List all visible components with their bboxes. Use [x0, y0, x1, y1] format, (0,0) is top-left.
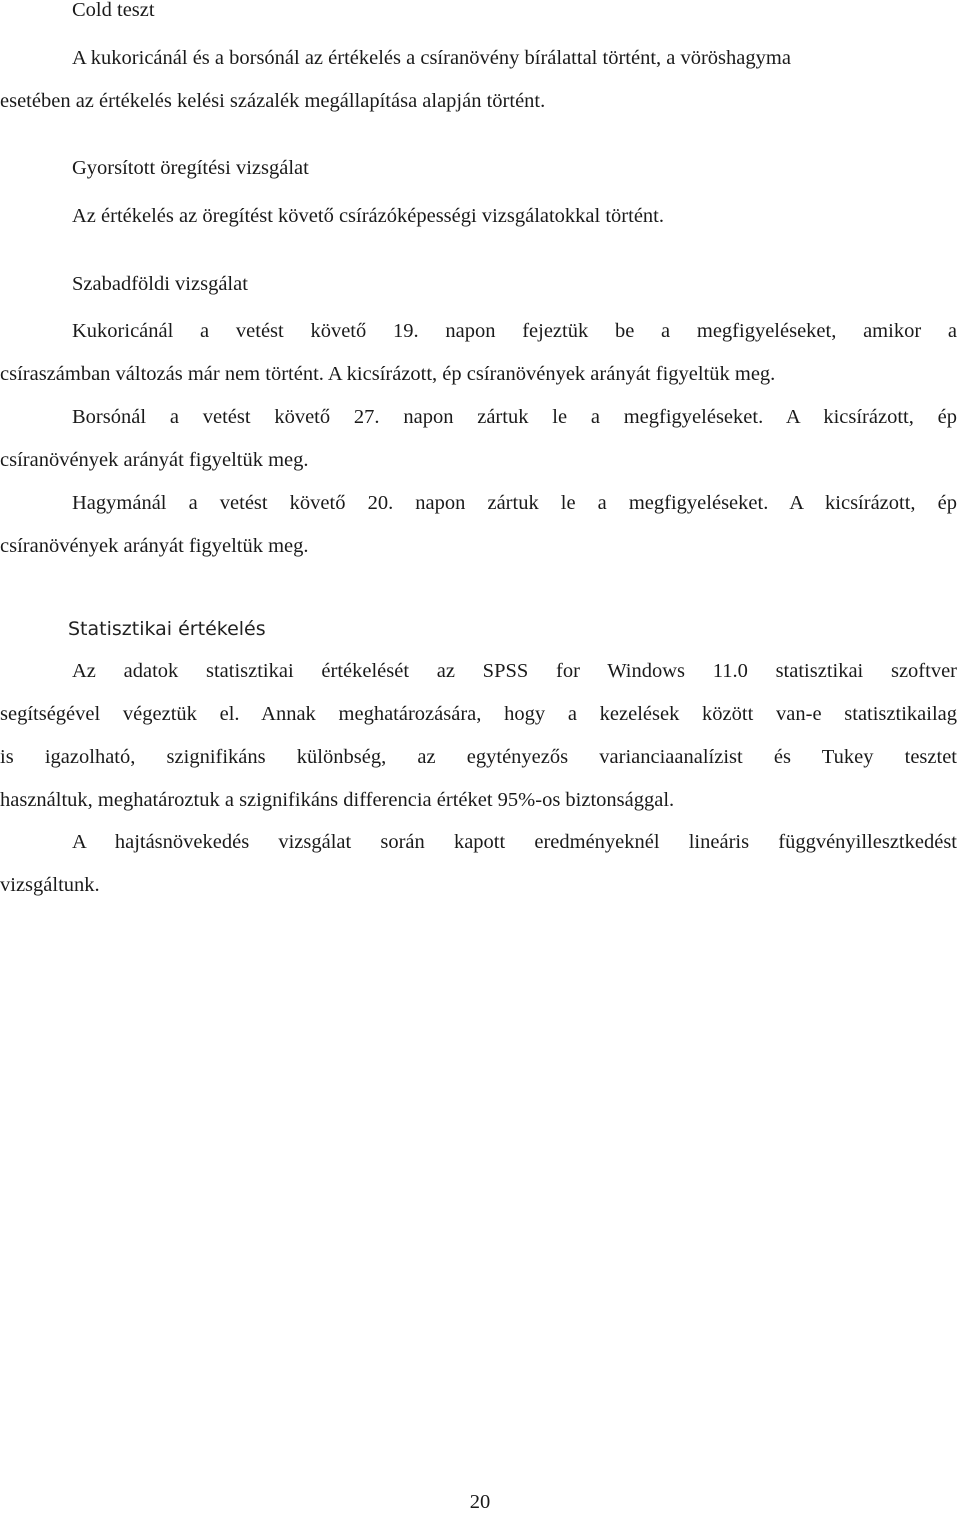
- field-test-line-1: Kukoricánál a vetést követő 19. napon fejeztük be a megfigyeléseket, amikor a: [72, 320, 957, 342]
- cold-test-line-2: esetében az értékelés kelési százalék megállapítása alapján történt.: [0, 90, 546, 112]
- cold-test-line-1: A kukoricánál és a borsónál az értékelés a csíranövény bírálattal történt, a vöröshagyma: [72, 47, 791, 69]
- statistics-line-2: segítségével végeztük el. Annak meghatározására, hogy a kezelések között van-e statisztikailag: [0, 703, 957, 725]
- statistics-line-6: vizsgáltunk.: [0, 874, 100, 896]
- field-test-line-6: csíranövények arányát figyeltük meg.: [0, 535, 309, 557]
- heading-accelerated-aging-test: Gyorsított öregítési vizsgálat: [72, 157, 309, 179]
- field-test-line-4: csíranövények arányát figyeltük meg.: [0, 449, 309, 471]
- field-test-line-2: csíraszámban változás már nem történt. A kicsírázott, ép csíranövények arányát figyeltük meg.: [0, 363, 776, 385]
- statistics-line-3: is igazolható, szignifikáns különbség, az egytényezős varianciaanalízist és Tukey tesztet: [0, 746, 957, 768]
- statistics-line-5: A hajtásnövekedés vizsgálat során kapott eredményeknél lineáris függvényillesztkedést: [72, 831, 957, 853]
- heading-statistical-evaluation: Statisztikai értékelés: [68, 618, 266, 640]
- field-test-line-3: Borsónál a vetést követő 27. napon zártuk le a megfigyeléseket. A kicsírázott, ép: [72, 406, 957, 428]
- heading-cold-test: Cold teszt: [72, 0, 155, 21]
- statistics-line-4: használtuk, meghatároztuk a szignifikáns differencia értéket 95%-os biztonsággal.: [0, 789, 675, 811]
- heading-field-test: Szabadföldi vizsgálat: [72, 273, 248, 295]
- accelerated-aging-line-1: Az értékelés az öregítést követő csírázóképességi vizsgálatokkal történt.: [72, 205, 664, 227]
- field-test-line-5: Hagymánál a vetést követő 20. napon zártuk le a megfigyeléseket. A kicsírázott, ép: [72, 492, 957, 514]
- page-number: 20: [469, 1491, 491, 1513]
- statistics-line-1: Az adatok statisztikai értékelését az SPSS for Windows 11.0 statisztikai szoftver: [72, 660, 957, 682]
